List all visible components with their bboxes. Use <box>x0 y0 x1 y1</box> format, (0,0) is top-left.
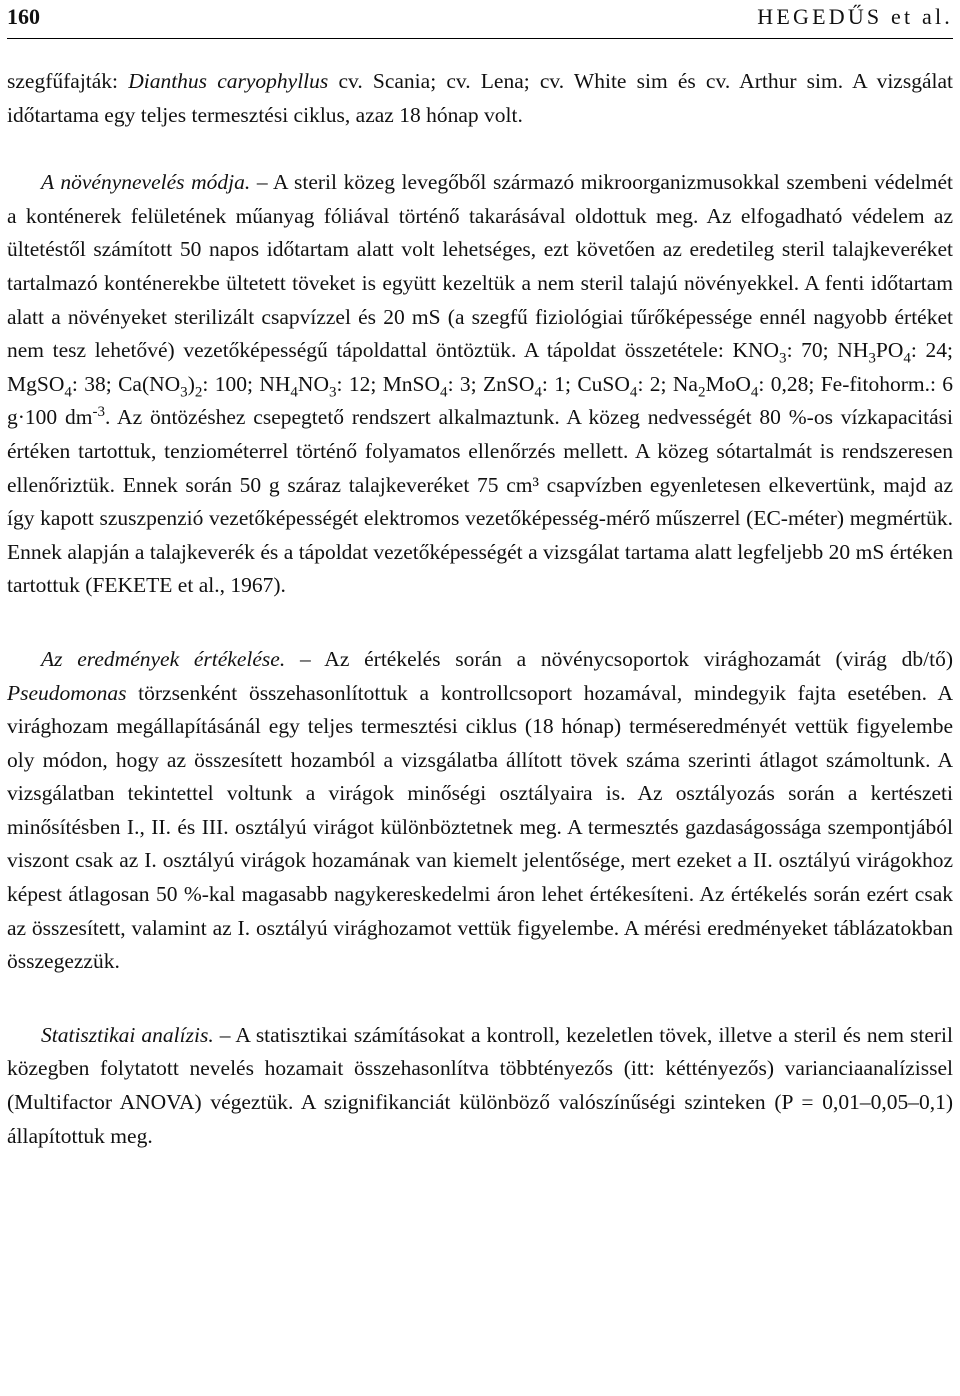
nutrient-formula: $KNO_3$: 70; $NH_3PO_4$: 24; MgSO$_4$: 38; $Ca(NO_3)_2$: 100; $NH_4NO_3$: 12; MnSO$_4$: 3; ZnSO$_4$: 1; CuSO$_4$: 2; $Na_2MoO_4$: 0,28; Fe-fitohorm.: 6 g·100 $dm^{-3}$. <box>7 338 954 430</box>
running-authors: HEGEDŰS et al. <box>757 4 953 29</box>
section-heading-evaluation: Az eredmények értékelése. <box>41 646 286 671</box>
paragraph-cultivars: szegfűfajták: Dianthus caryophyllus cv. Scania; cv. Lena; cv. White sim és cv. Arthur sim. A vizsgálat időtartama egy teljes termesztési ciklus, azaz 18 hónap volt. <box>7 69 954 127</box>
section-heading-statistics: Statisztikai analízis. <box>41 1022 214 1047</box>
paragraph-evaluation: Az eredmények értékelése. – Az értékelés során a növénycsoportok virághozamát (virág db/tő) Pseudomonas törzsenként összehasonlítottuk a kontrollcsoport hozamával, mindegyik fajta esetében. A virághozam megállapításánál egy teljes termesztési ciklus (18 hónap) terméseredményét vettük figyelembe oly módon, hogy az összesített hozamból a vizsgálatba állított tövek száma szerinti átlagot számoltunk. A vizsgálatban tekintettel voltunk a virágok minőségi osztályaira is. Az osztályozás során a kertészeti minősítésben I., II. és III. osztályú virágot különböztetnek meg. A termesztés gazdaságossága szempontjából viszont csak az I. osztályú virágok hozamának van kiemelt jelentősége, mert ezeket a II. osztályú virágokhoz képest átlagosan 50 %-kal magasabb nagykereskedelmi áron lehet értékesíteni. Az értékelés során ezért csak az összesített, valamint az I. osztályú virághozamot vettük figyelembe. A mérési eredményeket táblázatokban összegezzük. <box>7 646 953 974</box>
genus-name: Pseudomonas <box>7 680 127 705</box>
running-header <box>7 0 953 39</box>
paragraph-methods: A növénynevelés módja. – A steril közeg levegőből származó mikroorganizmusokkal szembeni védelmét a konténerek felületének műanyag fóliával történő takarásával oldottuk meg. Az elfogadható védelem az ültetéstől számított 50 napos időtartam alatt volt lehetséges, ezt követően az eredetileg steril talajkeveréket tartalmazó konténerekbe ültetett töveket is együtt kezeltük a nem steril talajú növényekkel. A fenti időtartam alatt a növényeket sterilizált csapvízzel és 20 mS (a szegfű fiziológiai tűrőképessége ennél nagyobb értéket nem tesz lehetővé) vezetőképességű tápoldattal öntöztük. A tápoldat összetétele: $KNO_3$: 70; $NH_3PO_4$: 24; MgSO$_4$: 38; $Ca(NO_3)_2$: 100; $NH_4NO_3$: 12; MnSO$_4$: 3; ZnSO$_4$: 1; CuSO$_4$: 2; $Na_2MoO_4$: 0,28; Fe-fitohorm.: 6 g·100 $dm^{-3}$. Az öntözéshez csepegtető rendszert alkalmaztunk. A közeg nedvességét 80 %-os vízkapacitási értéken tartottuk, tenziométerrel történő folyamatos ellenőrzés mellett. A közeg sótartalmát is rendszeresen ellenőriztük. Ennek során 50 g száraz talajkeveréket 75 cm³ csapvízben egyenletesen elkevertünk, majd az így kapott szuszpenzió vezetőképességét elektromos vezetőképesség-mérő műszerrel (EC-méter) megmértük. Ennek alapján a talajkeverék és a tápoldat vezetőképességét a vizsgálat tartama alatt legfeljebb 20 mS értéken tartottuk (FEKETE et al., 1967). <box>7 170 954 598</box>
species-name: Dianthus caryophyllus <box>128 69 329 93</box>
section-heading-methods: A növénynevelés módja. <box>41 170 251 195</box>
paragraph-statistics: Statisztikai analízis. – A statisztikai számításokat a kontroll, kezeletlen tövek, illetve a steril és nem steril közegben folytatott nevelés hozamait összehasonlítva többtényezős (itt: kéttényezős) varianciaanalízissel (Multifactor ANOVA) végeztük. A szignifikanciát különböző valószínűségi szinteken (P = 0,01–0,05–0,1) állapítottuk meg. <box>7 1022 953 1148</box>
citation: FEKETE <box>92 573 173 598</box>
page-number: 160 <box>7 4 40 29</box>
